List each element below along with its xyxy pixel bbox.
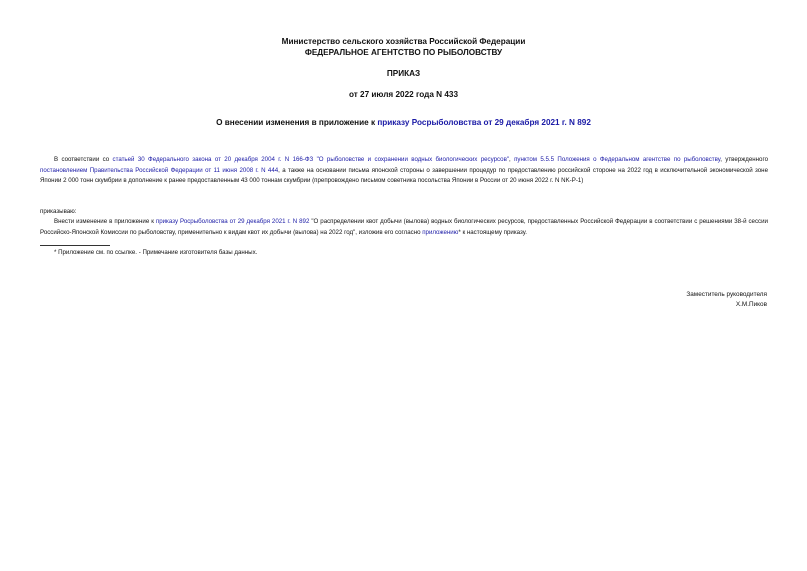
footnote: * Приложение см. по ссылке. - Примечание изготовителя базы данных. [54,249,258,256]
signatory-position: Заместитель руководителя [686,291,767,298]
order-word: приказываю: [40,208,77,215]
order-text-2: "О распределении квот добычи (вылова) водных биологических ресурсов, предоставленных Российской Федерации в соответствии с решениями 38-й сессии Российско-Японской Комиссии по рыболовству, применительно к видам квот их добычи (вылова) на 2022 год", изложив его согласно [40,218,768,236]
order-892-link[interactable]: приказу Росрыболовства от 29 декабря 2021 г. N 892 [155,218,310,225]
document-title [0,117,807,128]
order-text-1: Внести изменение в приложение к [54,218,156,225]
appendix-link[interactable]: приложению [422,228,459,236]
ministry-name: Министерство сельского хозяйства Российской Федерации [281,37,526,46]
preamble-text-3: , утвержденного [720,156,768,163]
title-link[interactable]: приказу Росрыболовства от 29 декабря 2021 г. N 892 [377,118,591,127]
footnote-divider [40,245,110,246]
order-paragraph [40,217,768,238]
signatory-name: Х.М.Пиков [735,301,767,308]
preamble-text-2: , [509,156,515,163]
order-text-3: * к настоящему приказу. [458,228,527,236]
preamble-text-4: , а также на основании письма японской стороны о завершении процедур по предоставлению российской стороне на 2022 год в исключительной экономической зоне Японии 2 000 тонн скумбрии в дополнение к ранее предоставленным 43 000 тоннам скумбрии (препровождено письмом советника посольства Японии в России от 20 июня 2022 г. N NK-P-1) [40,166,768,184]
document-type: ПРИКАЗ [386,69,421,78]
preamble-paragraph [40,155,768,187]
government-decree-link[interactable]: постановлением Правительства Российской Федерации от 11 июня 2008 г. N 444 [40,166,279,174]
preamble-text-1: В соответствии со [54,156,113,163]
regulation-link[interactable]: пунктом 5.5.5 Положения о Федеральном агентстве по рыболовству [514,156,721,163]
agency-name: ФЕДЕРАЛЬНОЕ АГЕНТСТВО ПО РЫБОЛОВСТВУ [304,48,503,57]
title-text: О внесении изменения в приложение к [216,118,378,127]
federal-law-link[interactable]: статьей 30 Федерального закона от 20 декабря 2004 г. N 166-ФЗ "О рыболовстве и сохранении водных биологических ресурсов" [112,156,510,163]
document-date-number: от 27 июля 2022 года N 433 [348,90,459,99]
